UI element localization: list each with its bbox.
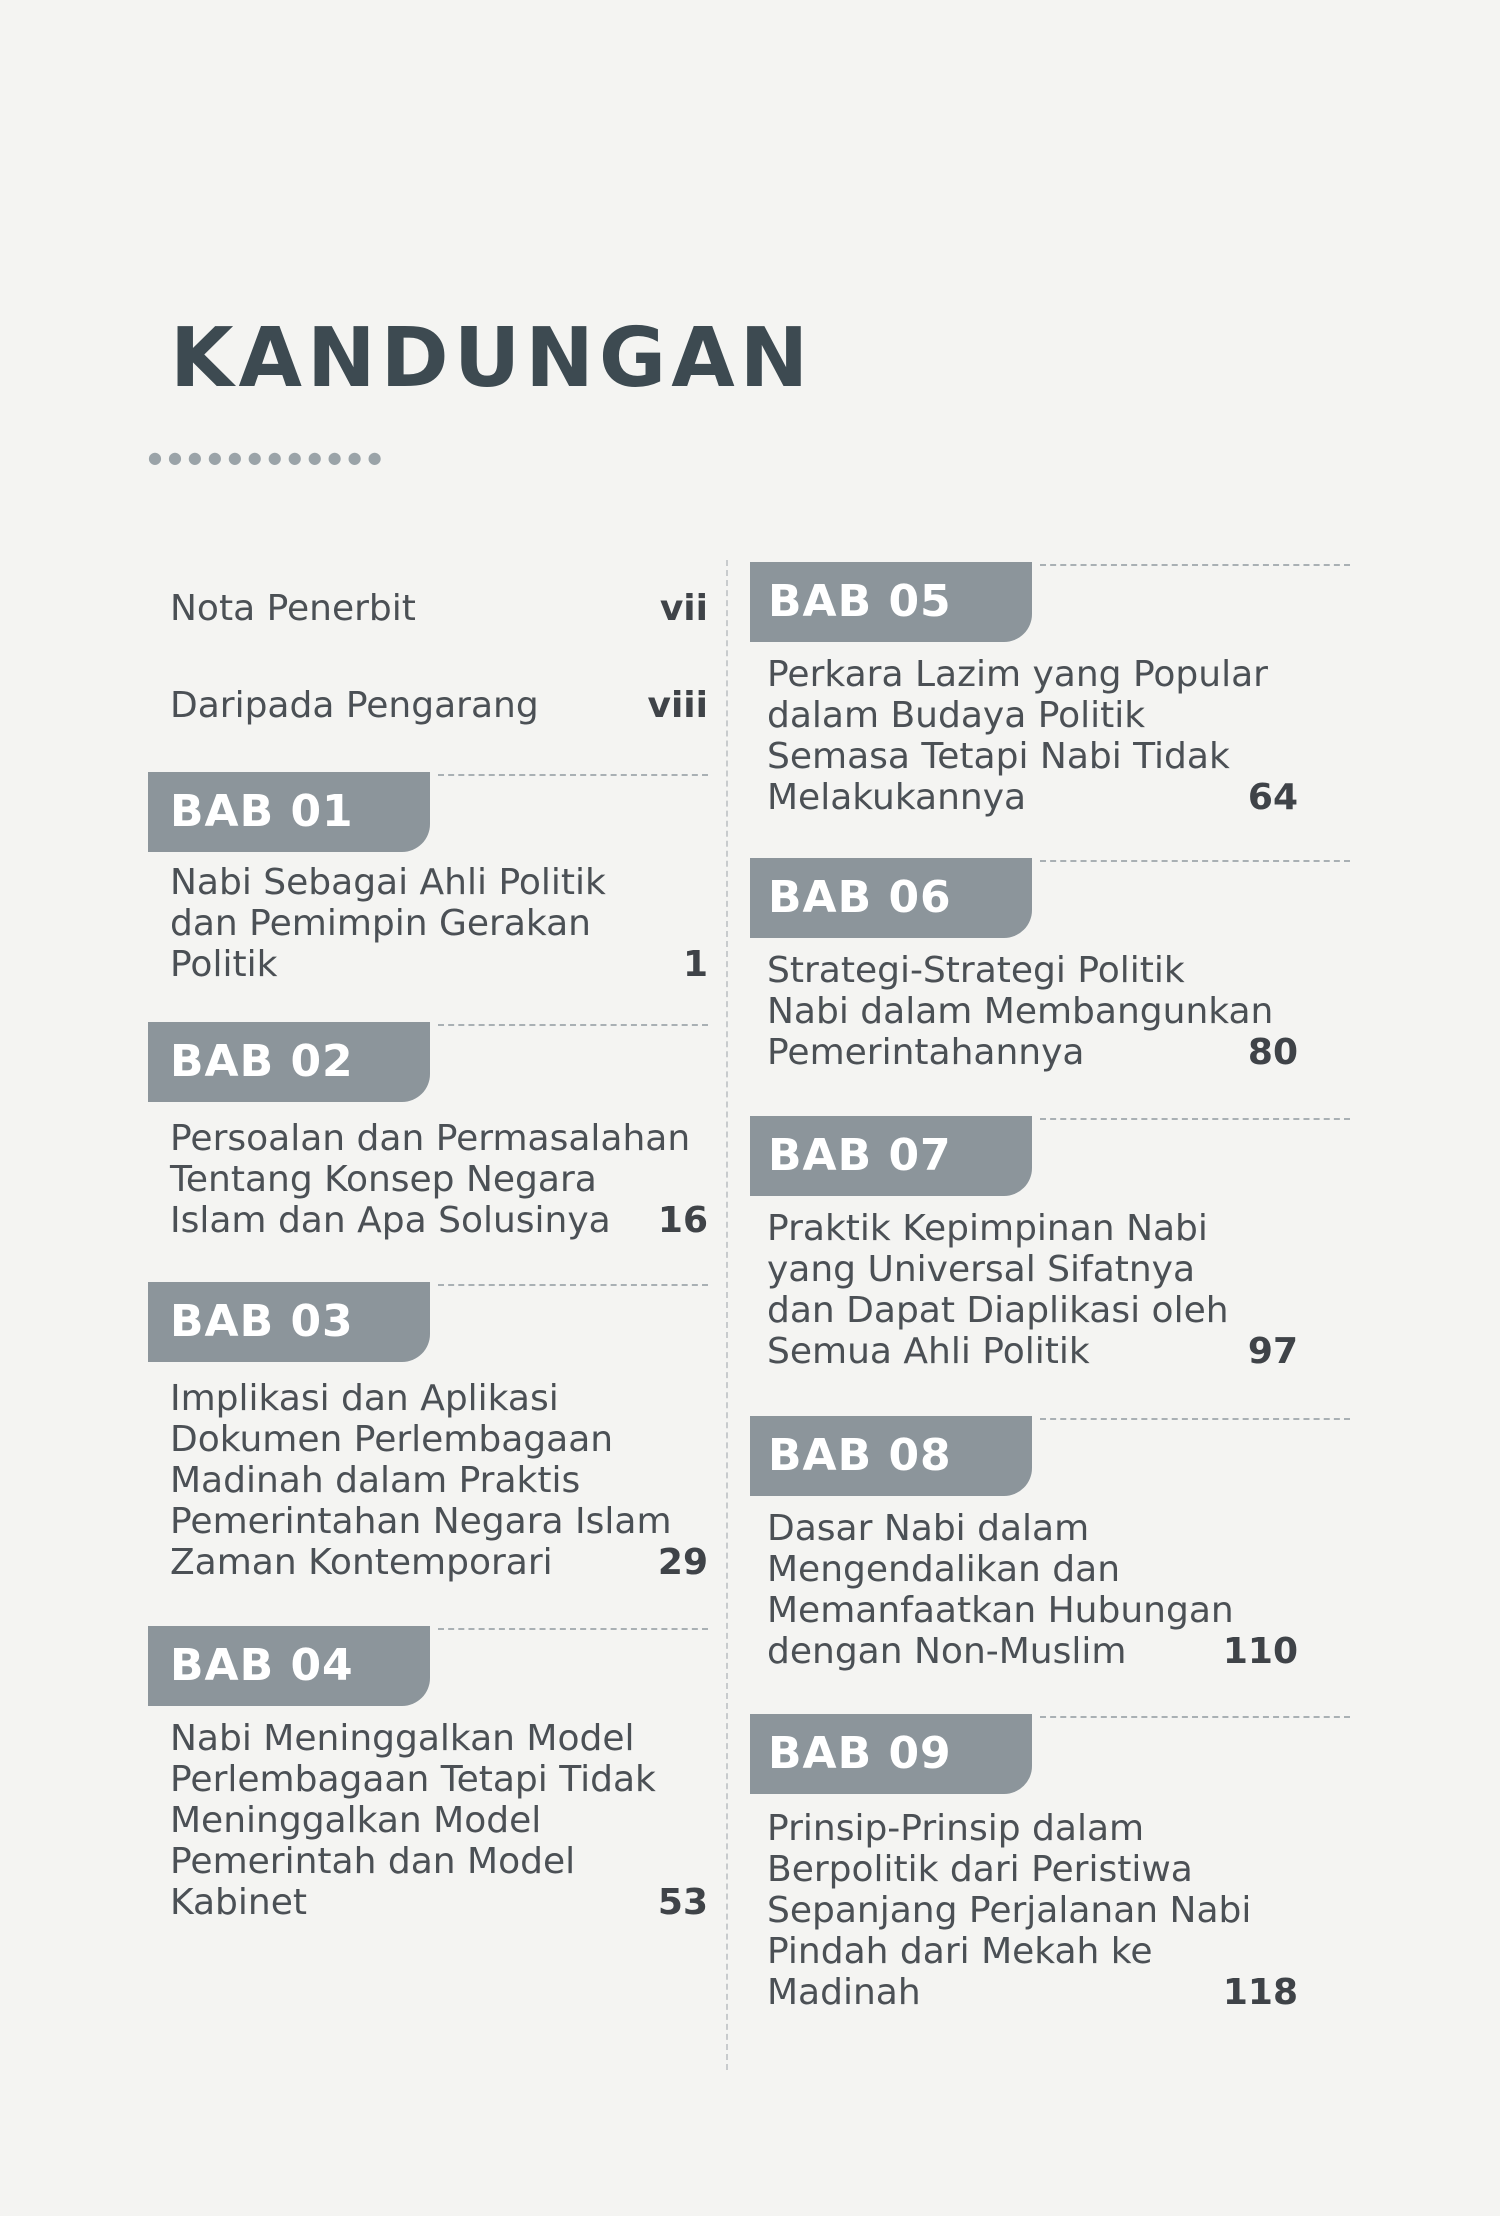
title-dots-decoration: ●●●●●●●●●●●●: [148, 448, 388, 467]
chapter-header-bab-04: [148, 1626, 708, 1706]
chapter-header-bab-01: [148, 772, 708, 852]
dashed-divider: [438, 774, 708, 776]
toc-entry-title: Dasar Nabi dalam Mengendalikan dan Memanfaatkan Hubungan dengan Non-Muslim: [767, 1508, 1234, 1672]
toc-entry-title: Strategi-Strategi Politik Nabi dalam Membangunkan Pemerintahannya: [767, 950, 1274, 1073]
toc-entry-page: 1: [682, 944, 708, 985]
dashed-divider: [1040, 1716, 1350, 1718]
chapter-label: BAB 02: [148, 1022, 430, 1102]
toc-entry-page: 118: [1222, 1972, 1298, 2013]
dashed-divider: [1040, 1118, 1350, 1120]
chapter-header-bab-05: [750, 562, 1350, 642]
toc-entry-title: Praktik Kepimpinan Nabi yang Universal Sifatnya dan Dapat Diaplikasi oleh Semua Ahli Politik: [767, 1208, 1229, 1372]
chapter-header-bab-08: [750, 1416, 1350, 1496]
toc-entry-title: Daripada Pengarang: [170, 685, 539, 726]
chapter-header-bab-06: [750, 858, 1350, 938]
chapter-header-bab-02: [148, 1022, 708, 1102]
toc-entry-page: 97: [1247, 1331, 1298, 1372]
dashed-divider: [1040, 860, 1350, 862]
chapter-label: BAB 05: [750, 562, 1032, 642]
chapter-header-bab-07: [750, 1116, 1350, 1196]
toc-entry-page: 110: [1222, 1631, 1298, 1672]
toc-entry-page: 80: [1247, 1032, 1298, 1073]
chapter-label: BAB 06: [750, 858, 1032, 938]
toc-entry-title: Nabi Meninggalkan Model Perlembagaan Tetapi Tidak Meninggalkan Model Pemerintah dan Model Kabinet: [170, 1718, 656, 1923]
toc-entry-page: vii: [659, 588, 708, 629]
chapter-label: BAB 04: [148, 1626, 430, 1706]
toc-entry-title: Nabi Sebagai Ahli Politik dan Pemimpin Gerakan Politik: [170, 862, 606, 985]
chapter-header-bab-03: [148, 1282, 708, 1362]
chapter-label: BAB 01: [148, 772, 430, 852]
chapter-label: BAB 03: [148, 1282, 430, 1362]
column-divider: [726, 560, 728, 2070]
dashed-divider: [438, 1284, 708, 1286]
toc-entry-title: Persoalan dan Permasalahan Tentang Konsep Negara Islam dan Apa Solusinya: [170, 1118, 691, 1241]
chapter-label: BAB 08: [750, 1416, 1032, 1496]
dashed-divider: [438, 1628, 708, 1630]
toc-entry-page: viii: [647, 685, 708, 726]
dashed-divider: [438, 1024, 708, 1026]
page-title: KANDUNGAN: [170, 311, 814, 406]
toc-entry-title: Perkara Lazim yang Popular dalam Budaya Politik Semasa Tetapi Nabi Tidak Melakukannya: [767, 654, 1268, 818]
toc-entry-page: 29: [657, 1542, 708, 1583]
chapter-label: BAB 07: [750, 1116, 1032, 1196]
dashed-divider: [1040, 564, 1350, 566]
chapter-header-bab-09: [750, 1714, 1350, 1794]
toc-entry-title: Implikasi dan Aplikasi Dokumen Perlembagaan Madinah dalam Praktis Pemerintahan Negara Islam Zaman Kontemporari: [170, 1378, 672, 1583]
toc-entry-title: Prinsip-Prinsip dalam Berpolitik dari Peristiwa Sepanjang Perjalanan Nabi Pindah dari Mekah ke Madinah: [767, 1808, 1252, 2013]
toc-entry-title: Nota Penerbit: [170, 588, 416, 629]
dashed-divider: [1040, 1418, 1350, 1420]
toc-entry-page: 16: [657, 1200, 708, 1241]
chapter-label: BAB 09: [750, 1714, 1032, 1794]
toc-entry-page: 64: [1247, 777, 1298, 818]
toc-entry-page: 53: [657, 1882, 708, 1923]
